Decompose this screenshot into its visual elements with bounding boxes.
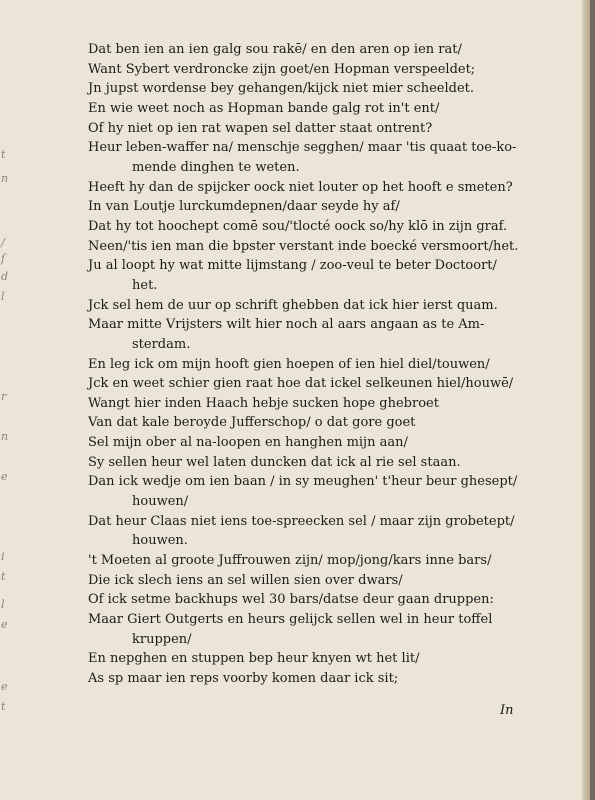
verse-line: Neen/'tis ien man die bpster verstant inde boecké versmoort/het. [88, 238, 519, 254]
verse-line: Jn jupst wordense bey gehangen/kijck niet mier scheeldet. [88, 81, 474, 97]
verse-line: Of hy niet op ien rat wapen sel datter staat ontrent? [88, 120, 433, 136]
verse-line: Heur leben-waffer na/ menschje segghen/ maar 'tis quaat toe-ko- [88, 140, 517, 156]
verse-line: kruppen/ [132, 631, 192, 647]
verse-line: het. [132, 277, 158, 293]
bleed-mark: d [1, 270, 9, 283]
bleed-mark: / [1, 236, 5, 249]
bleed-mark: t [1, 700, 6, 713]
verse-text [88, 40, 538, 689]
verse-line: mende dinghen te weten. [132, 159, 300, 175]
verse-line: Jck en weet schier gien raat hoe dat ickel selkeunen hiel/houwē/ [88, 376, 514, 392]
bleed-mark: ſ [1, 252, 6, 265]
verse-line: Jck sel hem de uur op schrift ghebben dat ick hier ierst quam. [88, 297, 498, 313]
verse-line: Sy sellen heur wel laten duncken dat ick al rie sel staan. [88, 454, 461, 470]
verse-line: Ju al loopt hy wat mitte lijmstang / zoo-veul te beter Doctoort/ [88, 258, 497, 274]
verse-line: 't Moeten al groote Juffrouwen zijn/ mop/jong/kars inne bars/ [88, 553, 492, 569]
verse-line: houwen/ [132, 494, 189, 510]
verse-line: Dat hy tot hoochept comē sou/'tlocté oock so/hy klō in zijn graf. [88, 218, 508, 234]
bleed-mark: e [1, 470, 8, 483]
bleed-mark: l [1, 598, 5, 611]
page-edge [582, 0, 590, 800]
catchword: In [500, 703, 514, 718]
verse-line: sterdam. [132, 336, 191, 352]
verse-line: Die ick slech iens an sel willen sien over dwars/ [88, 572, 403, 588]
verse-line: Dan ick wedje om ien baan / in sy meughen' t'heur beur ghesept/ [88, 474, 518, 490]
verse-line: Van dat kale beroyde Jufferschop/ o dat gore goet [88, 415, 416, 431]
verse-line: Dat ben ien an ien galg sou rakē/ en den aren op ien rat/ [88, 42, 462, 57]
bleed-mark: n [1, 172, 9, 185]
bleed-mark: i [1, 550, 5, 563]
bleed-mark: e [1, 618, 8, 631]
bleed-mark: l [1, 290, 5, 303]
facing-page-bleed [0, 0, 20, 800]
bleed-mark: r [1, 390, 7, 403]
bleed-mark: t [1, 570, 6, 583]
bleed-mark: e [1, 680, 8, 693]
verse-line: Maar Giert Outgerts en heurs gelijck sellen wel in heur toffel [88, 612, 493, 628]
verse-line: Maar mitte Vrijsters wilt hier noch al aars angaan as te Am- [88, 317, 485, 333]
verse-line: Wangt hier inden Haach hebje sucken hope ghebroet [88, 395, 439, 411]
verse-line: Sel mijn ober al na-loopen en hanghen mijn aan/ [88, 435, 408, 451]
verse-line: En leg ick om mijn hooft gien hoepen of ien hiel diel/touwen/ [88, 356, 490, 372]
verse-line: As sp maar ien reps voorby komen daar ick sit; [88, 671, 399, 686]
bleed-mark: n [1, 430, 9, 443]
verse-line: Dat heur Claas niet iens toe-spreecken sel / maar zijn grobetept/ [88, 513, 515, 529]
verse-line: Heeft hy dan de spijcker oock niet louter op het hooft e smeten? [88, 179, 513, 195]
verse-line: In van Loutje lurckumdepnen/daar seyde hy af/ [88, 199, 400, 215]
verse-line: houwen. [132, 533, 188, 549]
verse-line: En wie weet noch as Hopman bande galg rot in't ent/ [88, 100, 440, 116]
verse-line: Of ick setme backhups wel 30 bars/datse deur gaan druppen: [88, 592, 494, 608]
verse-line: En nepghen en stuppen bep heur knyen wt het lit/ [88, 651, 420, 667]
bleed-mark: t [1, 148, 6, 161]
verse-line: Want Sybert verdroncke zijn goet/en Hopman verspeeldet; [88, 61, 476, 77]
